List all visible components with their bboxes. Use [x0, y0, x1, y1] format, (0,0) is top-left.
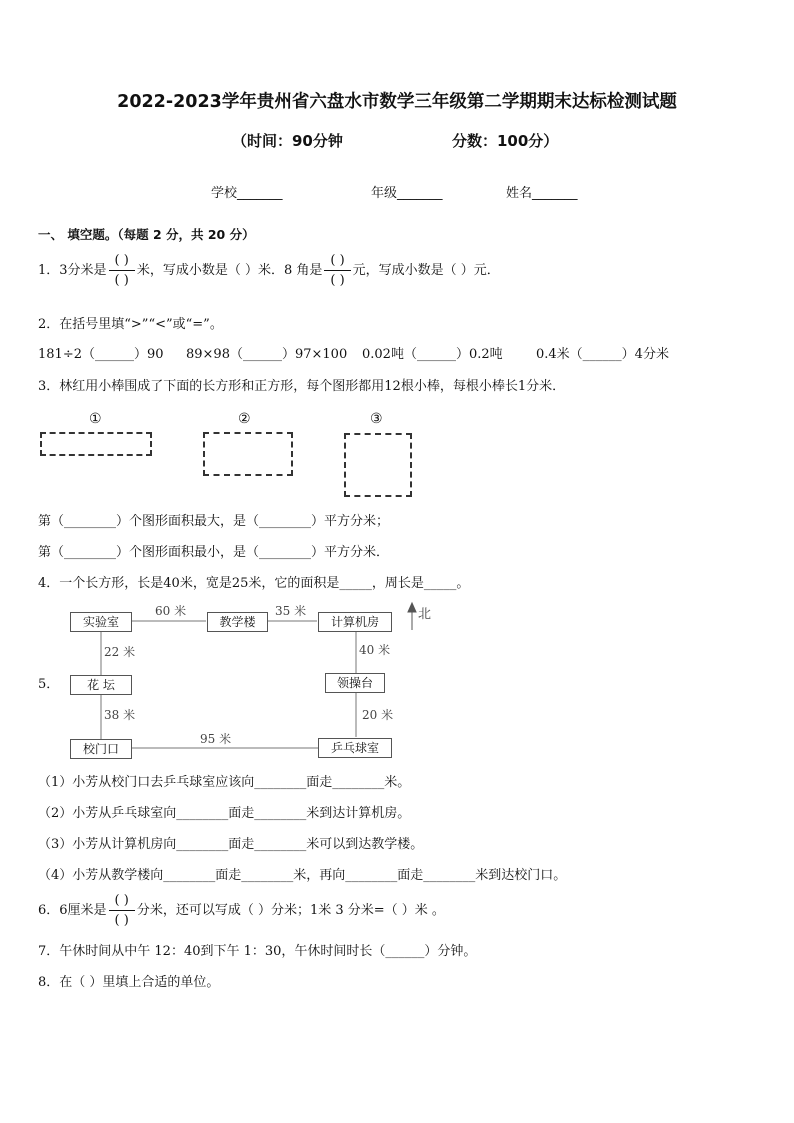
north-arrow-head: [408, 603, 416, 612]
q3-line-2: 第（________）个图形面积最小，是（________）平方分米．: [38, 545, 390, 560]
north-label: 北: [418, 607, 432, 622]
map-node-lab: 实验室: [70, 612, 132, 632]
q2-item-1: 181÷2（______）90: [38, 347, 164, 362]
edge-label-20m: 20 米: [362, 708, 394, 722]
map-node-flowerbed: 花 坛: [70, 675, 132, 695]
question-8: 8．在（ ）里填上合适的单位。: [38, 975, 220, 990]
q1-frac1-num[interactable]: ( ): [109, 252, 135, 271]
q5-sub-2: （2）小芳从乒乓球室向________面走________米到达计算机房。: [38, 806, 411, 821]
edge-label-60m: 60 米: [155, 604, 187, 618]
figure-3-label: ③: [370, 411, 383, 427]
question-3: 3．林红用小棒围成了下面的长方形和正方形，每个图形都用12根小棒，每根小棒长1分米．: [38, 379, 566, 394]
q6-fraction: [109, 892, 135, 929]
map-node-teaching-building: 教学楼: [207, 612, 268, 632]
q1-frac1-den[interactable]: ( ): [114, 273, 129, 288]
edge-label-35m: 35 米: [275, 604, 307, 618]
edge-label-22m: 22 米: [104, 645, 136, 659]
edge-label-95m: 95 米: [200, 732, 232, 746]
map-node-school-gate: 校门口: [70, 739, 132, 759]
map-node-pingpong-room: 乒乓球室: [318, 738, 392, 758]
section-heading: 一、 填空题。（每题 2 分，共 20 分）: [38, 227, 255, 242]
q2-item-3: 0.02吨（______）0.2吨: [362, 347, 503, 362]
q6-frac-den[interactable]: ( ): [114, 913, 129, 928]
q1-mid2: 元，写成小数是（ ）元．: [352, 263, 500, 278]
question-4: 4．一个长方形，长是40米，宽是25米，它的面积是_____，周长是_____。: [38, 576, 470, 591]
q1-frac2-den[interactable]: ( ): [330, 273, 345, 288]
q1-frac2-num[interactable]: ( ): [324, 252, 350, 271]
map-node-computer-room: 计算机房: [318, 612, 392, 632]
q1-mid1: 米，写成小数是（ ）米．8 角是: [136, 263, 323, 278]
school-field[interactable]: 学校_______: [211, 186, 283, 201]
map-node-stage: 领操台: [325, 673, 385, 693]
q6-frac-num[interactable]: ( ): [109, 892, 135, 911]
question-7: 7．午休时间从中午 12：40到下午 1：30，午休时间时长（______）分钟。: [38, 944, 477, 959]
edge-label-38m: 38 米: [104, 708, 136, 722]
q2-item-4: 0.4米（______）4分米: [536, 347, 669, 362]
q1-start: 1．3分米是: [38, 263, 107, 278]
q5-sub-4: （4）小芳从教学楼向________面走________米，再向________面走________米到达校门口。: [38, 868, 567, 883]
question-2: 2．在括号里填“>”“<”或“=”。: [38, 317, 223, 332]
figure-2-label: ②: [238, 411, 251, 427]
q6-start: 6．6厘米是: [38, 903, 107, 918]
question-6: [38, 892, 445, 929]
grade-field[interactable]: 年级_______: [371, 186, 443, 201]
edge-label-40m: 40 米: [359, 643, 391, 657]
q5-sub-3: （3）小芳从计算机房向________面走________米可以到达教学楼。: [38, 837, 424, 852]
name-field[interactable]: 姓名_______: [506, 186, 578, 201]
q3-line-1: 第（________）个图形面积最大，是（________）平方分米；: [38, 514, 390, 529]
q2-item-2: 89×98（______）97×100: [186, 347, 348, 362]
q5-sub-1: （1）小芳从校门口去乒乓球室应该向________面走________米。: [38, 775, 411, 790]
figure-1-label: ①: [89, 411, 102, 427]
question-5: 5．: [38, 677, 60, 692]
exam-time: （时间：90分钟: [232, 132, 343, 150]
exam-score: 分数：100分）: [452, 132, 559, 150]
q6-rest: 分米，还可以写成（ ）分米；1米 3 分米=（ ）米 。: [136, 903, 445, 918]
page-title: 2022-2023学年贵州省六盘水市数学三年级第二学期期末达标检测试题: [117, 92, 677, 112]
